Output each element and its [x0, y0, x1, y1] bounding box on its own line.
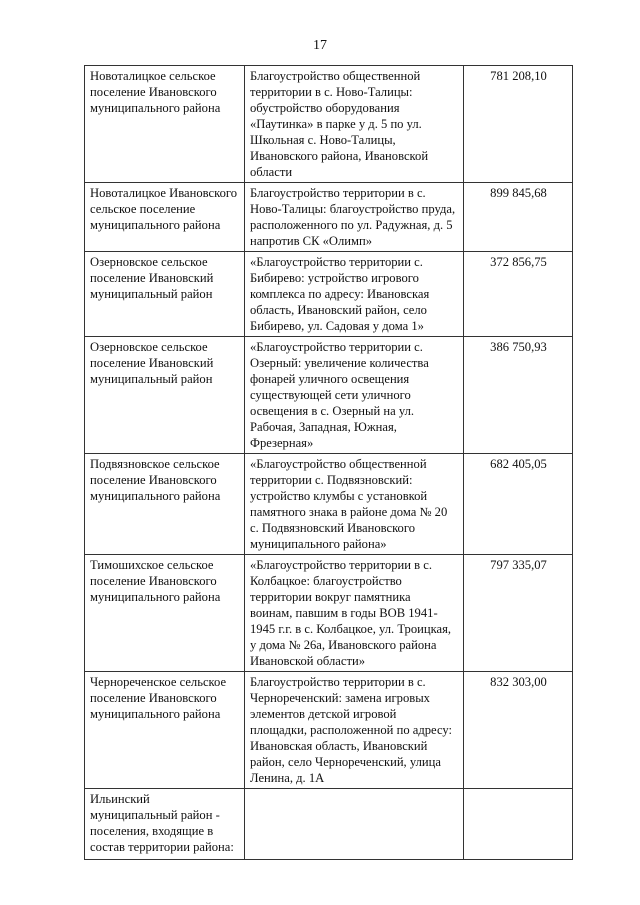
amount-cell: 386 750,93 — [464, 337, 573, 454]
amount-cell: 797 335,07 — [464, 555, 573, 672]
project-cell: «Благоустройство территории в с. Колбацкое: благоустройство территории вокруг памятника воинам, павшим в годы ВОВ 1941- 1945 г.г. в с. Колбацкое, ул. Троицкая, у дома № 26а, Ивановского района Ивановской области» — [245, 555, 464, 672]
org-cell: Озерновское сельское поселение Ивановский муниципальный район — [85, 337, 245, 454]
table-row — [85, 183, 573, 252]
amount-cell: 372 856,75 — [464, 252, 573, 337]
org-cell: Новоталицкое Ивановского сельское поселение муниципального района — [85, 183, 245, 252]
subsidy-table — [84, 65, 573, 860]
org-cell: Подвязновское сельское поселение Ивановского муниципального района — [85, 454, 245, 555]
project-cell: Благоустройство территории в с. Чернореченский: замена игровых элементов детской игровой площадки, расположенной по адресу: Ивановская область, Ивановский район, село Чернореченский, улица Ленина, д. 1А — [245, 672, 464, 789]
table-row — [85, 555, 573, 672]
table-row — [85, 337, 573, 454]
project-cell: «Благоустройство территории с. Озерный: увеличение количества фонарей уличного освещения существующей сети уличного освещения в с. Озерный на ул. Рабочая, Западная, Южная, Фрезерная» — [245, 337, 464, 454]
amount-cell — [464, 789, 573, 860]
org-cell: Озерновское сельское поселение Ивановский муниципальный район — [85, 252, 245, 337]
table-row — [85, 66, 573, 183]
table-row — [85, 789, 573, 860]
project-cell: Благоустройство территории в с. Ново-Талицы: благоустройство пруда, расположенного по ул. Радужная, д. 5 напротив СК «Олимп» — [245, 183, 464, 252]
amount-cell: 682 405,05 — [464, 454, 573, 555]
org-cell: Ильинский муниципальный район - поселения, входящие в состав территории района: — [85, 789, 245, 860]
project-cell: Благоустройство общественной территории в с. Ново-Талицы: обустройство оборудования «Паутинка» в парке у д. 5 по ул. Школьная с. Ново-Талицы, Ивановского района, Ивановской области — [245, 66, 464, 183]
org-cell: Новоталицкое сельское поселение Ивановского муниципального района — [85, 66, 245, 183]
project-cell — [245, 789, 464, 860]
project-cell: «Благоустройство общественной территории с. Подвязновский: устройство клумбы с установкой памятного знака в районе дома № 20 с. Подвязновский Ивановского муниципального района» — [245, 454, 464, 555]
page-number: 17 — [313, 38, 327, 53]
project-cell: «Благоустройство территории с. Бибирево: устройство игрового комплекса по адресу: Ивановская область, Ивановский район, село Бибирево, ул. Садовая у дома 1» — [245, 252, 464, 337]
org-cell: Чернореченское сельское поселение Ивановского муниципального района — [85, 672, 245, 789]
table-row — [85, 252, 573, 337]
amount-cell: 832 303,00 — [464, 672, 573, 789]
table-row — [85, 672, 573, 789]
org-cell: Тимошихское сельское поселение Ивановского муниципального района — [85, 555, 245, 672]
amount-cell: 781 208,10 — [464, 66, 573, 183]
amount-cell: 899 845,68 — [464, 183, 573, 252]
table-row — [85, 454, 573, 555]
